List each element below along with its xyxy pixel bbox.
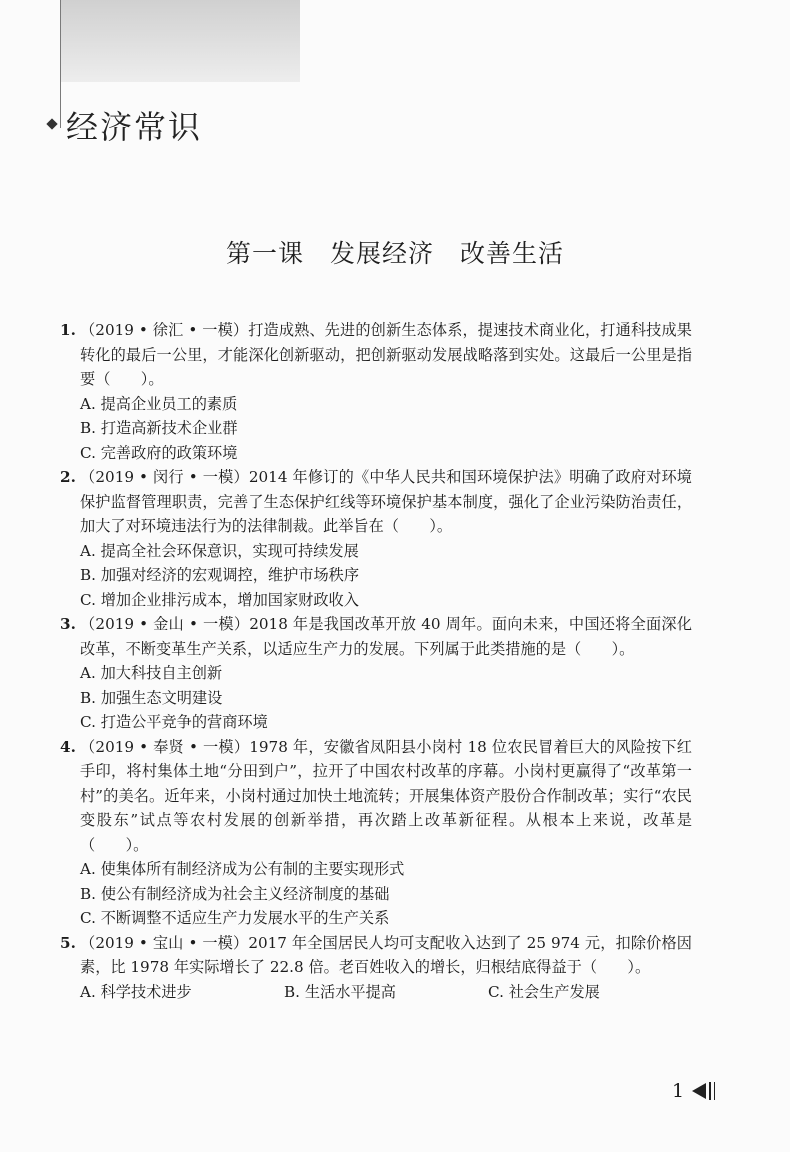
option-a: A. 使集体所有制经济成为公有制的主要实现形式: [80, 860, 405, 878]
section-title: 经济常识: [66, 108, 203, 146]
option-a: A. 提高企业员工的素质: [80, 394, 238, 413]
option-b: B. 加强对经济的宏观调控，维护市场秩序: [80, 566, 360, 584]
diamond-bullet-icon: [46, 118, 57, 129]
option-c: C. 不断调整不适应生产力发展水平的生产关系: [80, 909, 390, 927]
question-2: [60, 465, 692, 612]
question-number: 2.: [60, 468, 76, 486]
question-stem: （2019 • 奉贤 • 一模）1978 年，安徽省凤阳县小岗村 18 位农民冒着巨大的风险按下红手印，将村集体土地“分田到户”，拉开了中国农村改革的序幕。小岗村更赢得了“改革第一村”的美名。近年来，小岗村通过加快土地流转；开展集体资产股份合作制改革；实行“农民变股东”试点等农村发展的创新举措，再次踏上改革新征程。从根本上来说，改革是（ ）。: [80, 737, 692, 854]
question-4: [60, 735, 692, 931]
bar-icon: [709, 1082, 711, 1100]
question-stem: （2019 • 徐汇 • 一模）打造成熟、先进的创新生态体系，提速技术商业化，打通科技成果转化的最后一公里，才能深化创新驱动，把创新驱动发展战略落到实处。这最后一公里是指要（ ）。: [80, 321, 692, 388]
page-number: 1: [672, 1080, 685, 1102]
option-a: A. 科学技术进步: [80, 982, 192, 1001]
option-b: B. 打造高新技术企业群: [80, 419, 238, 437]
option-b: B. 加强生态文明建设: [80, 688, 223, 707]
left-triangle-icon: [692, 1083, 706, 1099]
question-stem: （2019 • 金山 • 一模）2018 年是我国改革开放 40 周年。面向未来，中国还将全面深化改革，不断变革生产关系，以适应生产力的发展。下列属于此类措施的是（ ）。: [80, 615, 692, 658]
question-stem: （2019 • 宝山 • 一模）2017 年全国居民人均可支配收入达到了 25 974 元，扣除价格因素，比 1978 年实际增长了 22.8 倍。老百姓收入的增长，归根结底得益于（ ）。: [80, 933, 692, 976]
header-rule: [60, 0, 61, 128]
page-footer: [672, 1080, 715, 1102]
question-3: [60, 612, 692, 735]
question-list: [60, 318, 692, 1004]
options-row: [60, 980, 692, 1005]
question-stem: （2019 • 闵行 • 一模）2014 年修订的《中华人民共和国环境保护法》明确了政府对环境保护监督管理职责，完善了生态保护红线等环境保护基本制度，强化了企业污染防治责任，加大了对环境违法行为的法律制裁。此举旨在（ ）。: [80, 468, 692, 535]
question-1: [60, 318, 692, 465]
lesson-title: 第一课 发展经济 改善生活: [225, 239, 564, 268]
question-5: [60, 931, 692, 1005]
header-band: [60, 0, 300, 82]
option-c: C. 社会生产发展: [488, 982, 600, 1001]
option-a: A. 提高全社会环保意识，实现可持续发展: [80, 541, 359, 560]
question-number: 1.: [60, 321, 76, 339]
option-b: B. 使公有制经济成为社会主义经济制度的基础: [80, 884, 390, 903]
question-number: 3.: [60, 615, 76, 633]
bar-icon: [714, 1082, 715, 1100]
question-number: 5.: [60, 933, 76, 952]
question-number: 4.: [60, 737, 76, 756]
option-a: A. 加大科技自主创新: [80, 664, 223, 682]
option-b: B. 生活水平提高: [284, 982, 396, 1001]
option-c: C. 打造公平竞争的营商环境: [80, 713, 268, 731]
option-c: C. 增加企业排污成本，增加国家财政收入: [80, 590, 359, 609]
option-c: C. 完善政府的政策环境: [80, 443, 238, 462]
